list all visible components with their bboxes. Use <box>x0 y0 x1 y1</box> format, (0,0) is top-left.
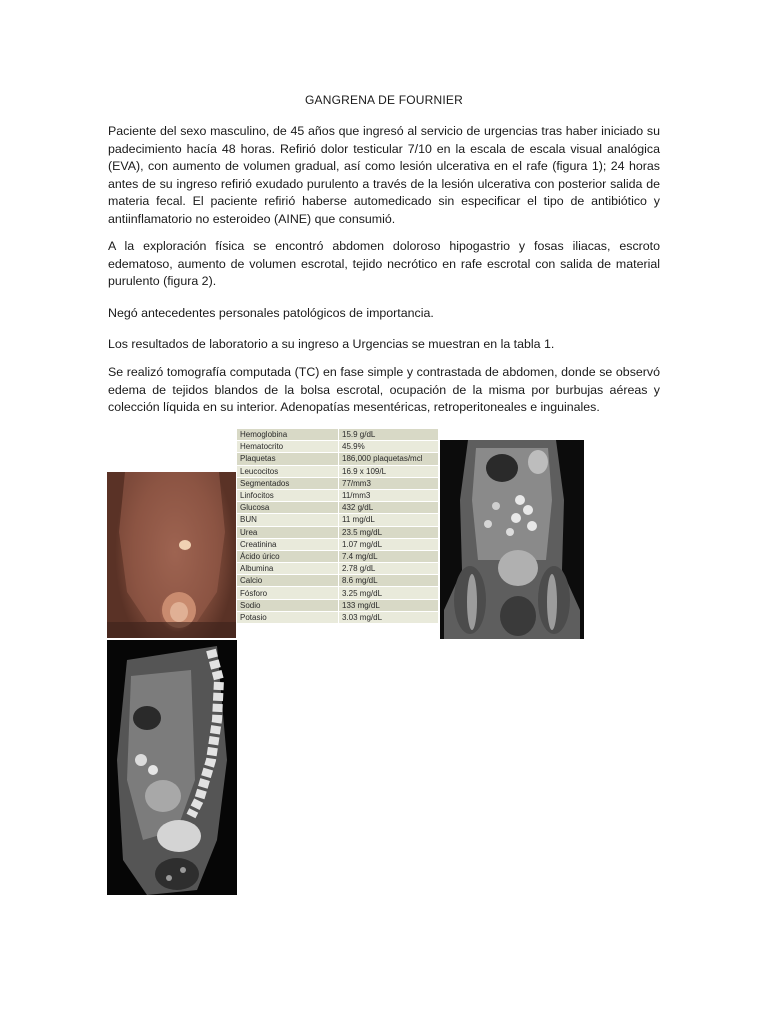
lab-test-value: 77/mm3 <box>339 477 439 489</box>
lab-table-row <box>237 453 439 465</box>
lab-test-value: 3.25 mg/dL <box>339 587 439 599</box>
lab-table-row <box>237 526 439 538</box>
lab-test-name: Albumina <box>237 563 339 575</box>
lab-test-name: Leucocitos <box>237 465 339 477</box>
lab-test-name: Hemoglobina <box>237 429 339 441</box>
lab-test-name: Calcio <box>237 575 339 587</box>
lab-table-row <box>237 465 439 477</box>
lab-test-value: 3.03 mg/dL <box>339 611 439 623</box>
lab-test-name: Plaquetas <box>237 453 339 465</box>
ct-sagittal-image <box>107 640 237 895</box>
page-title: GANGRENA DE FOURNIER <box>304 93 464 107</box>
lab-test-name: Creatinina <box>237 538 339 550</box>
paragraph-personal-history: Negó antecedentes personales patológicos de importancia. <box>108 306 434 320</box>
lab-table-row <box>237 429 439 441</box>
lab-test-name: Fósforo <box>237 587 339 599</box>
lab-test-name: Ácido úrico <box>237 550 339 562</box>
lab-test-value: 15.9 g/dL <box>339 429 439 441</box>
lab-test-value: 133 mg/dL <box>339 599 439 611</box>
ct-coronal-image <box>440 440 584 639</box>
lab-test-value: 186,000 plaquetas/mcl <box>339 453 439 465</box>
lab-test-name: Linfocitos <box>237 489 339 501</box>
lab-test-value: 11/mm3 <box>339 489 439 501</box>
lab-test-value: 45.9% <box>339 441 439 453</box>
lab-test-value: 8.6 mg/dL <box>339 575 439 587</box>
lab-test-name: Potasio <box>237 611 339 623</box>
lab-results-table <box>236 428 439 624</box>
lab-table-row <box>237 502 439 514</box>
lab-table-row <box>237 550 439 562</box>
paragraph-lab-intro: Los resultados de laboratorio a su ingreso a Urgencias se muestran en la tabla 1. <box>108 337 555 351</box>
lab-table-row <box>237 489 439 501</box>
lab-table-row <box>237 477 439 489</box>
lab-test-value: 2.78 g/dL <box>339 563 439 575</box>
lab-test-value: 23.5 mg/dL <box>339 526 439 538</box>
lab-test-name: Hematocrito <box>237 441 339 453</box>
lab-test-name: Glucosa <box>237 502 339 514</box>
lab-test-value: 7.4 mg/dL <box>339 550 439 562</box>
lab-table-row <box>237 441 439 453</box>
lab-test-value: 432 g/dL <box>339 502 439 514</box>
lab-table-row <box>237 611 439 623</box>
lab-table-row <box>237 599 439 611</box>
paragraph-physical-exam: A la exploración física se encontró abdomen doloroso hipogastrio y fosas iliacas, escroto edematoso, aumento de volumen escrotal, tejido necrótico en rafe escrotal con salida de material purulento (figura 2). <box>108 239 660 289</box>
lab-table-row <box>237 563 439 575</box>
lab-test-value: 16.9 x 109/L <box>339 465 439 477</box>
lab-test-name: Segmentados <box>237 477 339 489</box>
lab-test-value: 1.07 mg/dL <box>339 538 439 550</box>
lab-test-value: 11 mg/dL <box>339 514 439 526</box>
clinical-photo <box>107 472 236 638</box>
lab-test-name: Sodio <box>237 599 339 611</box>
paragraph-ct-findings: Se realizó tomografía computada (TC) en fase simple y contrastada de abdomen, donde se observó edema de tejidos blandos de la bolsa escrotal, ocupación de la misma por burbujas aéreas y colección líquida en su interior. Adenopatías mesentéricas, retroperitoneales e inguinales. <box>108 365 660 415</box>
lab-table-row <box>237 587 439 599</box>
lab-table-row <box>237 514 439 526</box>
lab-table-row <box>237 538 439 550</box>
lab-test-name: BUN <box>237 514 339 526</box>
lab-table-row <box>237 575 439 587</box>
lab-test-name: Urea <box>237 526 339 538</box>
paragraph-case-history: Paciente del sexo masculino, de 45 años que ingresó al servicio de urgencias tras haber iniciado su padecimiento hacía 48 horas. Refirió dolor testicular 7/10 en la escala de escala visual analógica (EVA), con aumento de volumen gradual, así como lesión ulcerativa en el rafe (figura 1); 24 horas antes de su ingreso refirió exudado purulento a través de la lesión ulcerativa con posterior salida de materia fecal. El paciente refirió haberse automedicado sin especificar el tipo de antibiótico y antiinflamatorio no esteroideo (AINE) que consumió. <box>108 124 660 226</box>
